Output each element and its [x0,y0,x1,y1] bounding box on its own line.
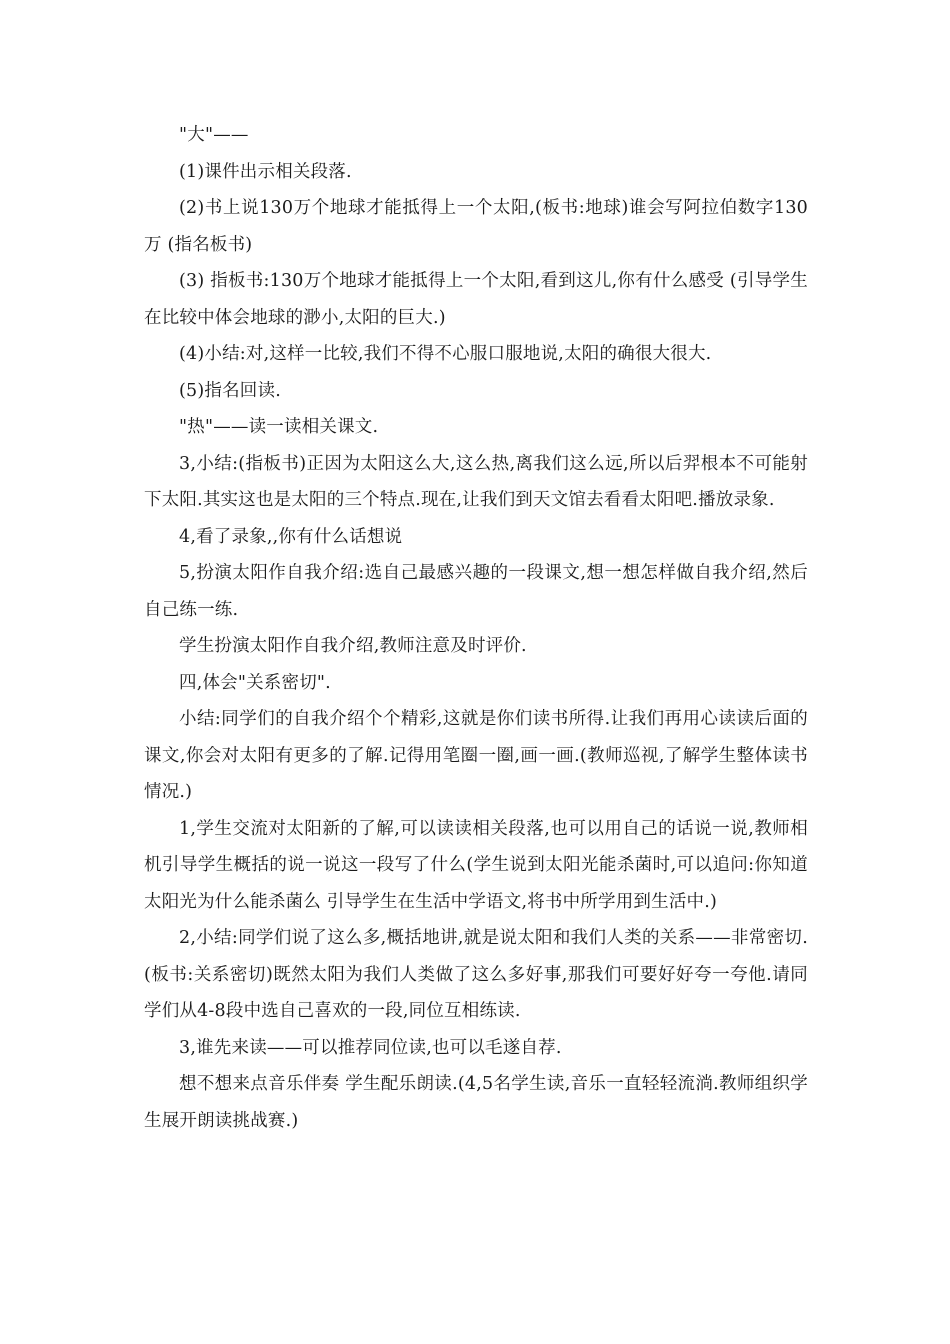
paragraph-role-play: 学生扮演太阳作自我介绍,教师注意及时评价. [179,636,527,656]
paragraph-music: 想不想来点音乐伴奏 学生配乐朗读.(4,5名学生读,音乐一直轻轻流淌.教师组织学生展开朗读挑战赛.) [144,1074,808,1131]
paragraph-step-3: (3) 指板书:130万个地球才能抵得上一个太阳,看到这儿,你有什么感受 (引导学生在比较中体会地球的渺小,太阳的巨大.) [144,271,808,328]
paragraph-da-heading: "大"—— [179,125,249,145]
paragraph-re-heading: "热"——读一读相关课文. [179,417,379,437]
paragraph-summary-2: 2,小结:同学们说了这么多,概括地讲,就是说太阳和我们人类的关系——非常密切.(板书:关系密切)既然太阳为我们人类做了这么多好事,那我们可要好好夸一夸他.请同学们从4-8段中选自己喜欢的一段,同位互相练读. [144,928,808,1021]
paragraph-step-5: (5)指名回读. [179,380,281,401]
paragraph-summary: 小结:同学们的自我介绍个个精彩,这就是你们读书所得.让我们再用心读读后面的课文,你会对太阳有更多的了解.记得用笔圈一圈,画一画.(教师巡视,了解学生整体读书情况.) [144,709,808,802]
document-body [144,117,808,1139]
paragraph-step-4: (4)小结:对,这样一比较,我们不得不心服口服地说,太阳的确很大很大. [179,344,712,364]
paragraph-item-4: 4,看了录象,,你有什么话想说 [179,526,403,547]
paragraph-step-2: (2)书上说130万个地球才能抵得上一个太阳,(板书:地球)谁会写阿拉伯数字130万 (指名板书) [144,198,808,255]
paragraph-step-1: (1)课件出示相关段落. [179,161,352,182]
paragraph-who-reads-3: 3,谁先来读——可以推荐同位读,也可以毛遂自荐. [179,1037,562,1058]
paragraph-exchange-1: 1,学生交流对太阳新的了解,可以读读相关段落,也可以用自己的话说一说,教师相机引导学生概括的说一说这一段写了什么(学生说到太阳光能杀菌时,可以追问:你知道太阳光为什么能杀菌么 引导学生在生活中学语文,将书中所学用到生活中.) [144,818,808,912]
paragraph-item-5: 5,扮演太阳作自我介绍:选自己最感兴趣的一段课文,想一想怎样做自我介绍,然后自己练一练. [144,563,808,620]
section-heading-four: 四,体会"关系密切". [179,672,331,693]
paragraph-summary-3: 3,小结:(指板书)正因为太阳这么大,这么热,离我们这么远,所以后羿根本不可能射下太阳.其实这也是太阳的三个特点.现在,让我们到天文馆去看看太阳吧.播放录象. [144,453,808,510]
